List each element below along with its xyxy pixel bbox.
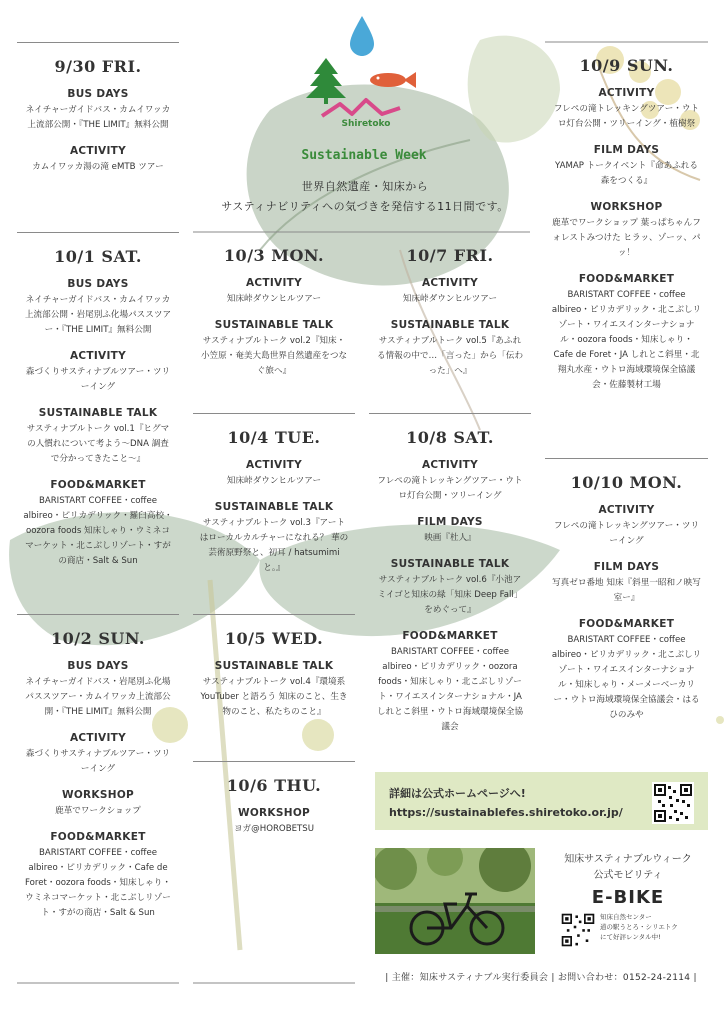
section-body: 知床峠ダウンヒルツアー [402,294,498,304]
day-title: 10/7 FRI. [406,246,494,265]
section-body: 森づくりサスティナブルツアー・ツリーイング [25,367,171,392]
day-1004 [193,413,355,588]
day-1009 [545,42,708,405]
section-heading: SUSTAINABLE TALK [214,319,334,331]
section-body: BARISTART COFFEE・coffee albireo・ピリカデリック・北こぶしリゾート・ワイエスインターナショナル・oozora foods・知床しゃり・Cafe de Foret・JA しれとこ斜里・北翔丸水産・ウトロ海域環境保全協議会・佐藤製材工場 [551,290,702,390]
day-title: 10/6 THU. [226,776,322,795]
section-body: 映画『杜人』 [424,533,476,543]
section-body: BARISTART COFFEE・coffee albireo・ピリカデリック・羅臼高校・oozora foods 知床しゃり・ウミネコマーケット・北こぶしリゾート・すがの商店・Salt & Sun [23,496,173,566]
section-body: YAMAP トークイベント『命あふれる森をつくる』 [555,161,698,186]
day-title: 10/3 MON. [223,246,325,265]
water-drop-icon [350,16,374,56]
day-1003 [193,232,355,391]
day-1006 [193,761,355,849]
ebike-note-line3: にて好評レンタル中! [600,933,661,941]
footer-contact: | 主催：知床サスティナブル実行委員会 | お問い合わせ：0152-24-2114 | [385,973,697,983]
day-title: 10/1 SAT. [54,247,142,266]
ebike-sub-line2: 公式モビリティ [593,870,663,881]
section-heading: WORKSHOP [590,201,663,213]
day-title: 10/8 SAT. [406,428,494,447]
section-heading: FILM DAYS [417,516,483,528]
section-body: サスティナブルトーク vol.5『あふれる情報の中で…「言った」から「伝わった」へ』 [376,336,524,376]
info-title: 詳細は公式ホームページへ! [389,787,526,800]
day-0930 [17,42,179,187]
day-1005 [193,614,355,732]
section-heading: ACTIVITY [598,504,655,516]
section-body: 知床峠ダウンヒルツアー [226,476,322,486]
day-1001 [17,232,179,581]
section-body: フレペの滝トレッキングツアー・ウトロ灯台公開・ツリーイング [377,476,523,501]
section-body: サスティナブルトーク vol.1『ヒグマの人慣れについて考よう〜DNA 調査で分かってきたこと〜』 [26,424,170,464]
day-title: 10/5 WED. [224,629,324,648]
section-heading: BUS DAYS [67,88,129,100]
section-body: フレペの滝トレッキングツアー・ウトロ灯台公開・ツリーイング・植樹祭 [553,104,700,129]
ebike-sub-line1: 知床サスティナブルウィーク [564,854,692,865]
section-body: 知床峠ダウンヒルツアー [226,294,322,304]
section-heading: FOOD&MARKET [50,479,146,491]
section-heading: ACTIVITY [421,277,479,289]
section-body: サスティナブルトーク vol.3『アートはローカルカルチャーになれる？ 華の芸術原野祭と、初耳 / hatsumimi と。』 [199,518,349,573]
section-body: フレペの滝トレッキングツアー・ツリーイング [553,521,700,546]
day-title: 10/9 SUN. [579,56,674,75]
section-body: サスティナブルトーク vol.2『知床・小笠原・奄美大島世界自然遺産をつなぐ旅へ』 [200,336,348,376]
section-heading: SUSTAINABLE TALK [214,501,334,513]
section-heading: FOOD&MARKET [578,618,675,630]
ebike-title: E-BIKE [591,887,665,908]
section-heading: ACTIVITY [245,277,303,289]
logo-title: Sustainable Week [301,148,427,163]
section-heading: FOOD&MARKET [50,831,146,843]
tagline-line2: サスティナビリティへの気づきを発信する11日間です。 [221,200,509,213]
section-heading: ACTIVITY [245,459,303,471]
website-link[interactable]: https://sustainablefes.shiretoko.or.jp/ [389,806,623,819]
section-heading: FOOD&MARKET [578,273,675,285]
section-heading: ACTIVITY [69,732,127,744]
ebike-photo [375,848,535,954]
section-body: 鹿革でワークショップ [55,806,141,816]
section-heading: FOOD&MARKET [402,630,498,642]
ebike-qr-code[interactable] [560,912,596,948]
section-heading: ACTIVITY [69,350,127,362]
section-body: カムイワッカ湯の滝 eMTB ツアー [32,162,164,172]
tagline-line1: 世界自然遺産・知床から [301,180,429,193]
section-heading: WORKSHOP [237,807,311,819]
section-body: 鹿革でワークショップ 葉っぱちゃんフォレストみつけた ヒラッ、ゾーッ、パッ！ [552,218,701,258]
section-body: ネイチャーガイドバス・カムイワッカ上流部公開・『THE LIMIT』無料公開 [25,105,171,130]
section-body: ネイチャーガイドバス・カムイワッカ上流部公開・岩尾別ふ化場パススツアー・『THE LIMIT』無料公開 [24,295,172,335]
ebike-subtitle [548,852,708,884]
section-body: サスティナブルトーク vol.6『小池アミイゴと知床の緑「知床 Deep Fall」をめぐって』 [377,575,523,615]
website-qr-code[interactable] [652,782,694,824]
section-heading: BUS DAYS [67,660,129,672]
section-heading: SUSTAINABLE TALK [214,660,334,672]
ebike-rental-note [600,912,710,942]
section-heading: ACTIVITY [598,87,655,99]
day-title: 10/2 SUN. [51,629,145,648]
section-heading: SUSTAINABLE TALK [38,407,158,419]
section-body: 写真ゼロ番地 知床『斜里一昭和ノ映写室ー』 [552,578,701,603]
logo-subtitle: Shiretoko [341,119,391,129]
day-title: 9/30 FRI. [54,57,142,76]
section-body: ヨガ@HOROBETSU [233,824,315,834]
section-heading: SUSTAINABLE TALK [390,319,510,331]
day-1007 [369,232,531,391]
tree-icon [306,58,346,104]
section-body: BARISTART COFFEE・coffee albireo・ピリカデリック・北こぶしリゾート・ワイエスインターナショナル・知床しゃり・メーメーベーカリー・ウトロ海域環境保全協議会・はるひのみや [551,635,702,720]
day-1010 [545,458,708,735]
day-1008 [369,413,531,747]
section-body: BARISTART COFFEE・coffee albireo・ピリカデリック・Cafe de Foret・oozora foods・知床しゃり・ウミネコマーケット・北こぶしリゾート・すがの商店・Salt & Sun [25,848,171,918]
section-body: 森づくりサスティナブルツアー・ツリーイング [25,749,171,774]
section-heading: ACTIVITY [421,459,479,471]
section-body: サスティナブルトーク vol.4『環境系 YouTuber と語ろう 知床のこと、生き物のこと、私たちのこと』 [200,677,348,717]
section-heading: FILM DAYS [593,561,660,573]
section-body: ネイチャーガイドバス・岩尾別ふ化場パススツアー・カムイワッカ上流部公開・『THE LIMIT』無料公開 [25,677,171,717]
section-heading: FILM DAYS [593,144,660,156]
section-body: BARISTART COFFEE・coffee albireo・ピリカデリック・oozora foods・知床しゃり・北こぶしリゾート・ワイエスインターナショナル・JA しれとこ斜里・ウトロ海域環境保全協議会 [376,647,524,732]
ebike-note-line2: 道の駅うとろ・シリエトク [600,923,678,931]
day-1002 [17,614,179,933]
section-heading: WORKSHOP [61,789,135,801]
day-title: 10/4 TUE. [227,428,321,447]
section-heading: BUS DAYS [67,278,129,290]
tagline [200,177,530,217]
section-heading: ACTIVITY [69,145,127,157]
ebike-note-line1: 知床自然センター [600,913,652,921]
day-title: 10/10 MON. [570,473,683,492]
section-heading: SUSTAINABLE TALK [390,558,510,570]
